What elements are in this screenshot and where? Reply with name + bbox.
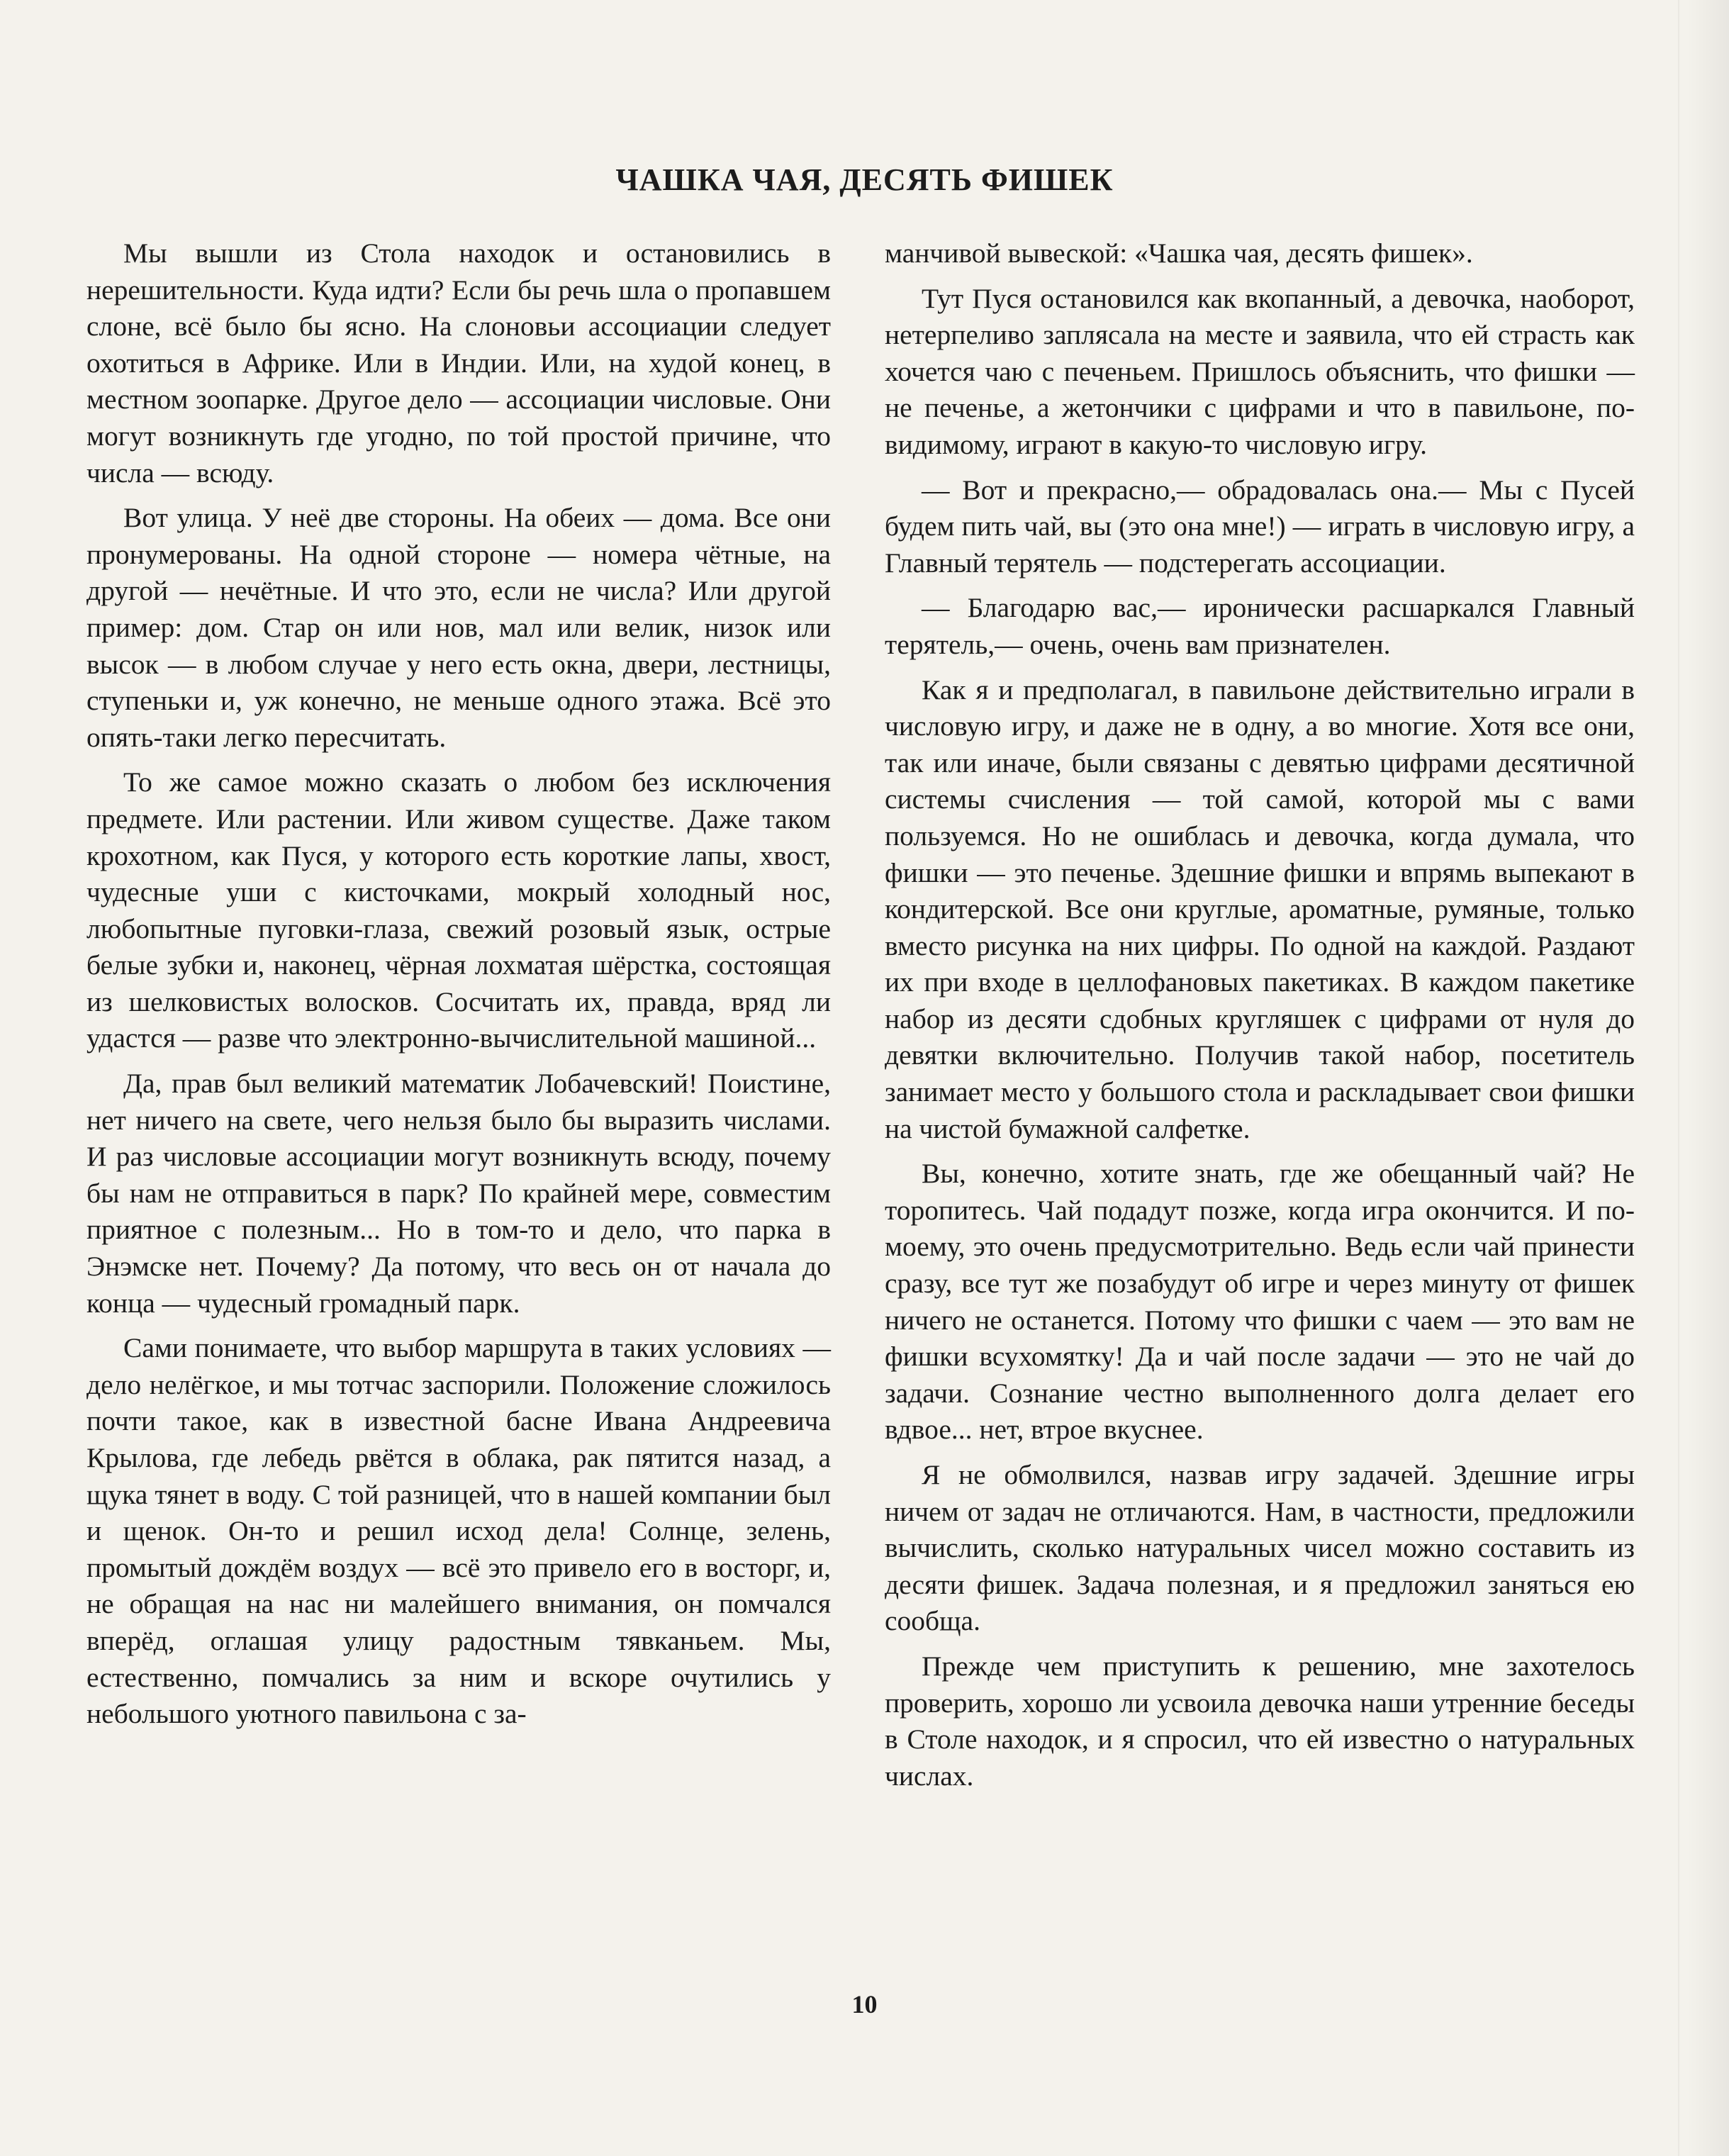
page-number: 10 <box>851 1990 878 2018</box>
page-edge-line <box>1678 0 1679 2156</box>
left-paragraph-2: Вот улица. У неё две стороны. На обеих — дома. Все они пронумерованы. На одной стороне — номера чётные, на другой — нечётные. И что это, если не числа? Или другой пример: дом. Стар он или нов, мал или велик, низок или высок — в любом случае у него есть окна, двери, лестницы, ступеньки и, уж конечно, не меньше одного этажа. Всё это опять-таки легко пересчитать. <box>86 502 831 753</box>
left-column <box>86 235 831 1741</box>
left-paragraph-5: Сами понимаете, что выбор маршрута в таких условиях — дело нелёгкое, и мы тотчас заспорили. Положение сложилось почти такое, как в известной басне Ивана Андреевича Крылова, где лебедь рвётся в облака, рак пятится назад, а щука тянет в воду. С той разницей, что в нашей компании был и щенок. Он-то и решил исход дела! Солнце, зелень, промытый дождём воздух — всё это привело его в восторг, и, не обращая на нас ни малейшего внимания, он помчался вперёд, оглашая улицу радостным тявканьем. Мы, естественно, помчались за ним и вскоре очутились у небольшого уютного павильона с за- <box>86 1332 831 1730</box>
right-paragraph-6: Вы, конечно, хотите знать, где же обещанный чай? Не торопитесь. Чай подадут позже, когда игра окончится. И по-моему, это очень предусмотрительно. Ведь если чай принести сразу, все тут же позабудут об игре и через минуту от фишек ничего не останется. Потому что фишки с чаем — это вам не фишки всухомятку! Да и чай после задачи — это не чай до задачи. Сознание честно выполненного долга делает его вдвое... нет, втрое вкуснее. <box>885 1158 1635 1446</box>
left-paragraph-4: Да, прав был великий математик Лобачевский! Поистине, нет ничего на свете, чего нельзя было бы выразить числами. И раз числовые ассоциации могут возникнуть всюду, почему бы нам не отправиться в парк? По крайней мере, совместим приятное с полезным... Но в том-то и дело, что парка в Энэмске нет. Почему? Да потому, что весь он от начала до конца — чудесный громадный парк. <box>86 1068 831 1319</box>
right-paragraph-3: — Вот и прекрасно,— обрадовалась она.— Мы с Пусей будем пить чай, вы (это она мне!) — играть в числовую игру, а Главный терятель — подстерегать ассоциации. <box>885 474 1635 579</box>
chapter-title: ЧАШКА ЧАЯ, ДЕСЯТЬ ФИШЕК <box>615 162 1114 197</box>
right-paragraph-continuation: манчивой вывеской: «Чашка чая, десять фишек». <box>885 238 1473 269</box>
right-paragraph-2: Тут Пуся остановился как вкопанный, а девочка, наоборот, нетерпеливо заплясала на месте и заявила, что ей страсть как хочется чаю с печеньем. Пришлось объяснить, что фишки — не печенье, а жетончики с цифрами и что в павильоне, по-видимому, играют в какую-то числовую игру. <box>885 282 1635 460</box>
right-paragraph-5: Как я и предполагал, в павильоне действительно играли в числовую игру, и даже не в одну, а во многие. Хотя все они, так или иначе, были связаны с девятью цифрами десятичной системы счисления — той самой, которой мы с вами пользуемся. Но не ошиблась и девочка, когда думала, что фишки — это печенье. Здешние фишки и впрямь выпекают в кондитерской. Все они круглые, ароматные, румяные, только вместо рисунка на них цифры. По одной на каждой. Раздают их при входе в целлофановых пакетиках. В каждом пакетике набор из десяти сдобных кругляшек с цифрами от нуля до девятки включительно. Получив такой набор, посетитель занимает место у большого стола и раскладывает свои фишки на чистой бумажной салфетке. <box>885 674 1635 1144</box>
left-paragraph-3: То же самое можно сказать о любом без исключения предмете. Или растении. Или живом существе. Даже таком крохотном, как Пуся, у которого есть короткие лапы, хвост, чудесные уши с кисточками, мокрый холодный нос, любопытные пуговки-глаза, свежий розовый язык, острые белые зубки и, наконец, чёрная лохматая шёрстка, состоящая из шелковистых волосков. Сосчитать их, правда, вряд ли удастся — разве что электронно-вычислительной машиной... <box>86 766 831 1054</box>
right-paragraph-8: Прежде чем приступить к решению, мне захотелось проверить, хорошо ли усвоила девочка наши утренние беседы в Столе находок, и я спросил, что ей известно о натуральных числах. <box>885 1650 1635 1792</box>
right-paragraph-4: — Благодарю вас,— иронически расшаркался Главный терятель,— очень, очень вам признателен. <box>885 592 1635 660</box>
right-column <box>885 235 1635 1803</box>
left-paragraph-1: Мы вышли из Стола находок и остановились в нерешительности. Куда идти? Если бы речь шла о пропавшем слоне, всё было бы ясно. На слоновьи ассоциации следует охотиться в Африке. Или в Индии. Или, на худой конец, в местном зоопарке. Другое дело — ассоциации числовые. Они могут возникнуть где угодно, по той простой причине, что числа — всюду. <box>86 238 831 488</box>
right-paragraph-7: Я не обмолвился, назвав игру задачей. Здешние игры ничем от задач не отличаются. Нам, в частности, предложили вычислить, сколько натуральных чисел можно составить из десяти фишек. Задача полезная, и я предложил заняться ею сообща. <box>885 1459 1635 1637</box>
page-gutter-shadow <box>1686 0 1729 2156</box>
